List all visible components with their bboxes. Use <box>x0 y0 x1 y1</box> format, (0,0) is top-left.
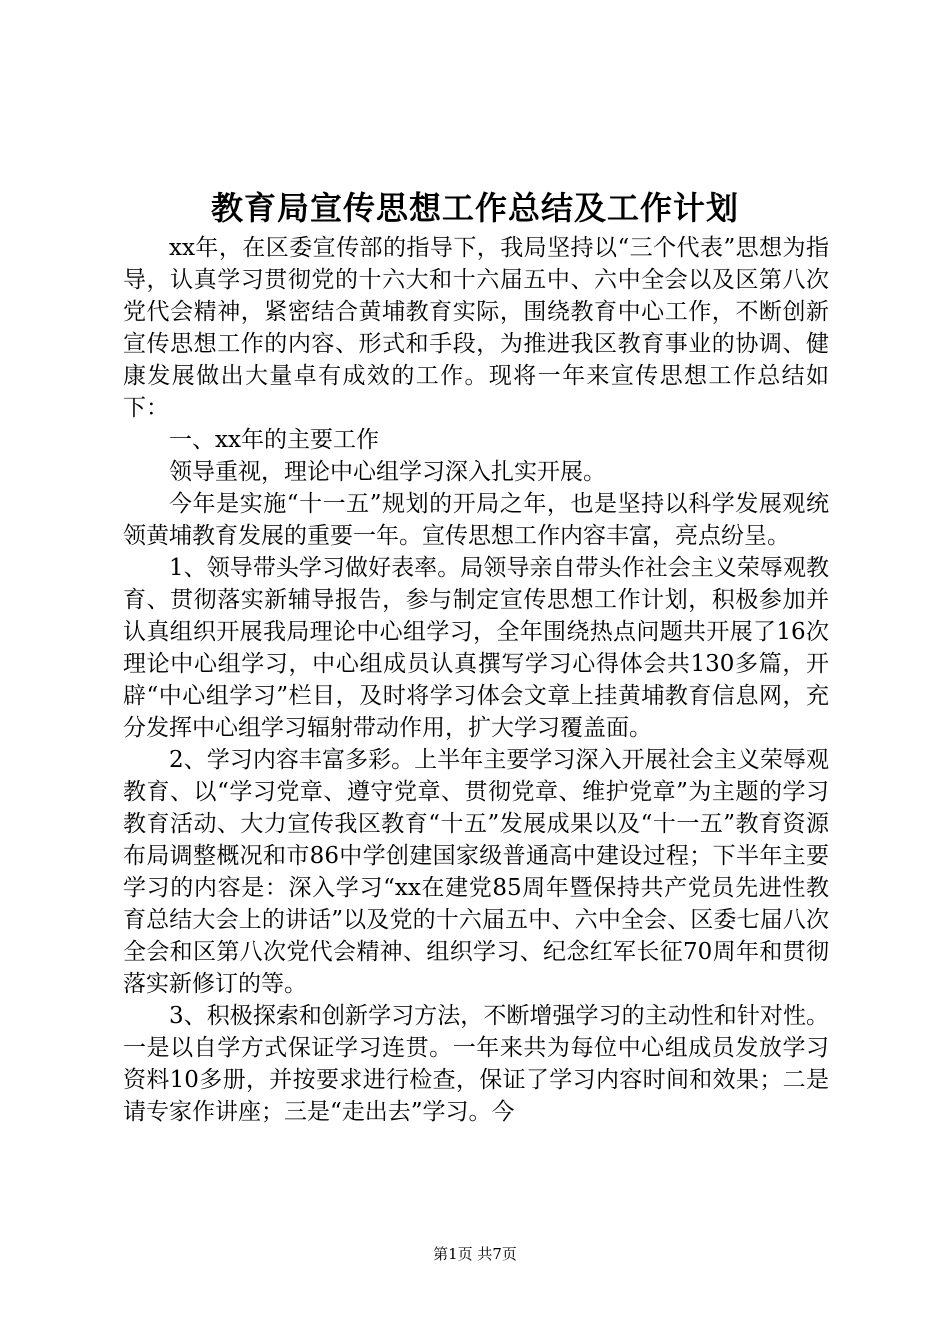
document-title: 教育局宣传思想工作总结及工作计划 <box>210 189 739 227</box>
paragraph-item-2: 2、学习内容丰富多彩。上半年主要学习深入开展社会主义荣辱观教育、以“学习党章、遵守党章、贯彻党章、维护党章”为主题的学习教育活动、大力宣传我区教育“十五”发展成果以及“十一五”教育资源布局调整概况和市86中学创建国家级普通高中建设过程；下半年主要学习的内容是：深入学习“xx在建党85周年暨保持共产党员先进性教育总结大会上的讲话”以及党的十六届五中、六中全会、区委七届八次全会和区第八次党代会精神、组织学习、纪念红军长征70周年和贯彻落实新修订的等。 <box>123 747 829 997</box>
subheading: 领导重视，理论中心组学习深入扎实开展。 <box>169 459 606 485</box>
section-heading: 一、xx年的主要工作 <box>169 427 379 453</box>
paragraph: 今年是实施“十一五”规划的开局之年，也是坚持以科学发展观统领黄埔教育发展的重要一年。宣传思想工作内容丰富，亮点纷呈。 <box>123 491 829 549</box>
paragraph-intro: xx年，在区委宣传部的指导下，我局坚持以“三个代表”思想为指导，认真学习贯彻党的十六大和十六届五中、六中全会以及区第八次党代会精神，紧密结合黄埔教育实际，围绕教育中心工作，不断创新宣传思想工作的内容、形式和手段，为推进我区教育事业的协调、健康发展做出大量卓有成效的工作。现将一年来宣传思想工作总结如下： <box>123 235 829 421</box>
paragraph-item-3: 3、积极探索和创新学习方法，不断增强学习的主动性和针对性。一是以自学方式保证学习连贯。一年来共为每位中心组成员发放学习资料10多册，并按要求进行检查，保证了学习内容时间和效果；二是请专家作讲座；三是“走出去”学习。今 <box>123 1003 829 1125</box>
page-footer: 第1页 共7页 <box>433 1245 517 1263</box>
paragraph-item-1: 1、领导带头学习做好表率。局领导亲自带头作社会主义荣辱观教育、贯彻落实新辅导报告，参与制定宣传思想工作计划，积极参加并认真组织开展我局理论中心组学习，全年围绕热点问题共开展了16次理论中心组学习，中心组成员认真撰写学习心得体会共130多篇，开辟“中心组学习”栏目，及时将学习体会文章上挂黄埔教育信息网，充分发挥中心组学习辐射带动作用，扩大学习覆盖面。 <box>123 555 829 741</box>
document-body <box>123 232 829 1128</box>
